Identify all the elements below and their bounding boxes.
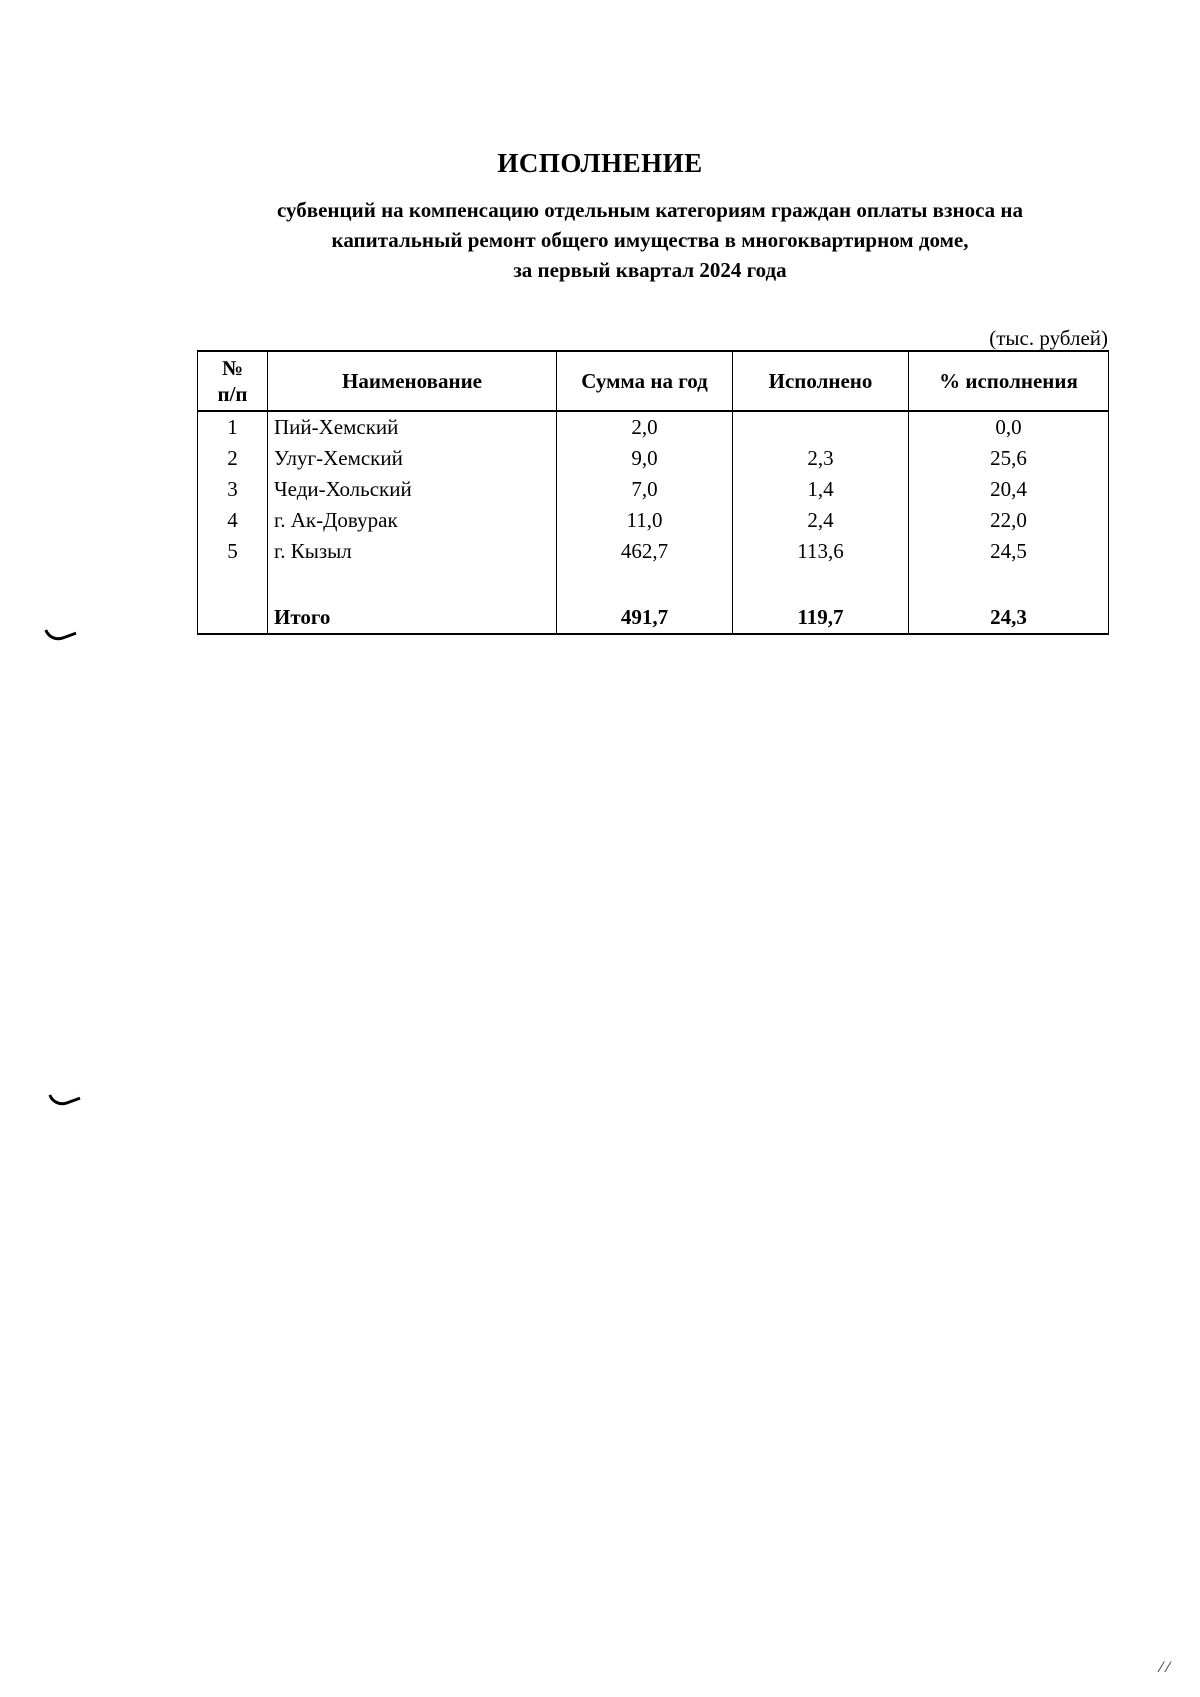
total-annual: 491,7: [557, 601, 733, 634]
header-number-symbol: №: [221, 356, 244, 380]
units-note: (тыс. рублей): [989, 326, 1108, 350]
row-name: г. Кызыл: [268, 536, 557, 567]
document-subtitle: [200, 195, 1100, 285]
row-percent: 25,6: [909, 443, 1109, 474]
total-executed: 119,7: [733, 601, 909, 634]
spacer-cell: [268, 567, 557, 601]
total-label: Итого: [268, 601, 557, 634]
total-number: [198, 601, 268, 634]
spacer-cell: [733, 567, 909, 601]
table-row: [198, 536, 1109, 567]
scan-margin-mark: [48, 1085, 80, 1109]
row-number: 4: [198, 505, 268, 536]
row-executed: 2,4: [733, 505, 909, 536]
row-percent: 22,0: [909, 505, 1109, 536]
row-executed: 2,3: [733, 443, 909, 474]
total-percent: 24,3: [909, 601, 1109, 634]
row-percent: 20,4: [909, 474, 1109, 505]
row-number: 3: [198, 474, 268, 505]
header-percent: % исполнения: [909, 351, 1109, 411]
table-row: [198, 443, 1109, 474]
row-annual: 11,0: [557, 505, 733, 536]
table-total-row: [198, 601, 1109, 634]
row-annual: 7,0: [557, 474, 733, 505]
subtitle-line: капитальный ремонт общего имущества в многоквартирном доме,: [331, 228, 969, 252]
row-executed: 1,4: [733, 474, 909, 505]
scan-corner-mark: ⁄ ⁄: [1160, 1660, 1170, 1676]
row-name: г. Ак-Довурак: [268, 505, 557, 536]
header-name: Наименование: [268, 351, 557, 411]
row-percent: 24,5: [909, 536, 1109, 567]
row-number: 1: [198, 411, 268, 443]
table-header-row: [198, 351, 1109, 411]
document-title: ИСПОЛНЕНИЕ: [497, 148, 703, 178]
subtitle-line: субвенций на компенсацию отдельным категориям граждан оплаты взноса на: [277, 198, 1023, 222]
table-row: [198, 474, 1109, 505]
row-annual: 2,0: [557, 411, 733, 443]
row-number: 2: [198, 443, 268, 474]
row-annual: 9,0: [557, 443, 733, 474]
spacer-cell: [557, 567, 733, 601]
row-annual: 462,7: [557, 536, 733, 567]
header-executed: Исполнено: [733, 351, 909, 411]
subtitle-line: за первый квартал 2024 года: [513, 258, 787, 282]
header-annual-sum: Сумма на год: [557, 351, 733, 411]
row-executed: [733, 411, 909, 443]
row-number: 5: [198, 536, 268, 567]
table-row: [198, 505, 1109, 536]
spacer-cell: [909, 567, 1109, 601]
table-spacer-row: [198, 567, 1109, 601]
header-number-abbr: п/п: [217, 382, 248, 406]
row-name: Улуг-Хемский: [268, 443, 557, 474]
row-name: Чеди-Хольский: [268, 474, 557, 505]
execution-table: [197, 350, 1109, 635]
spacer-cell: [198, 567, 268, 601]
header-number: [198, 351, 268, 411]
row-percent: 0,0: [909, 411, 1109, 443]
scan-margin-mark: [44, 620, 76, 644]
table-row: [198, 411, 1109, 443]
row-name: Пий-Хемский: [268, 411, 557, 443]
row-executed: 113,6: [733, 536, 909, 567]
